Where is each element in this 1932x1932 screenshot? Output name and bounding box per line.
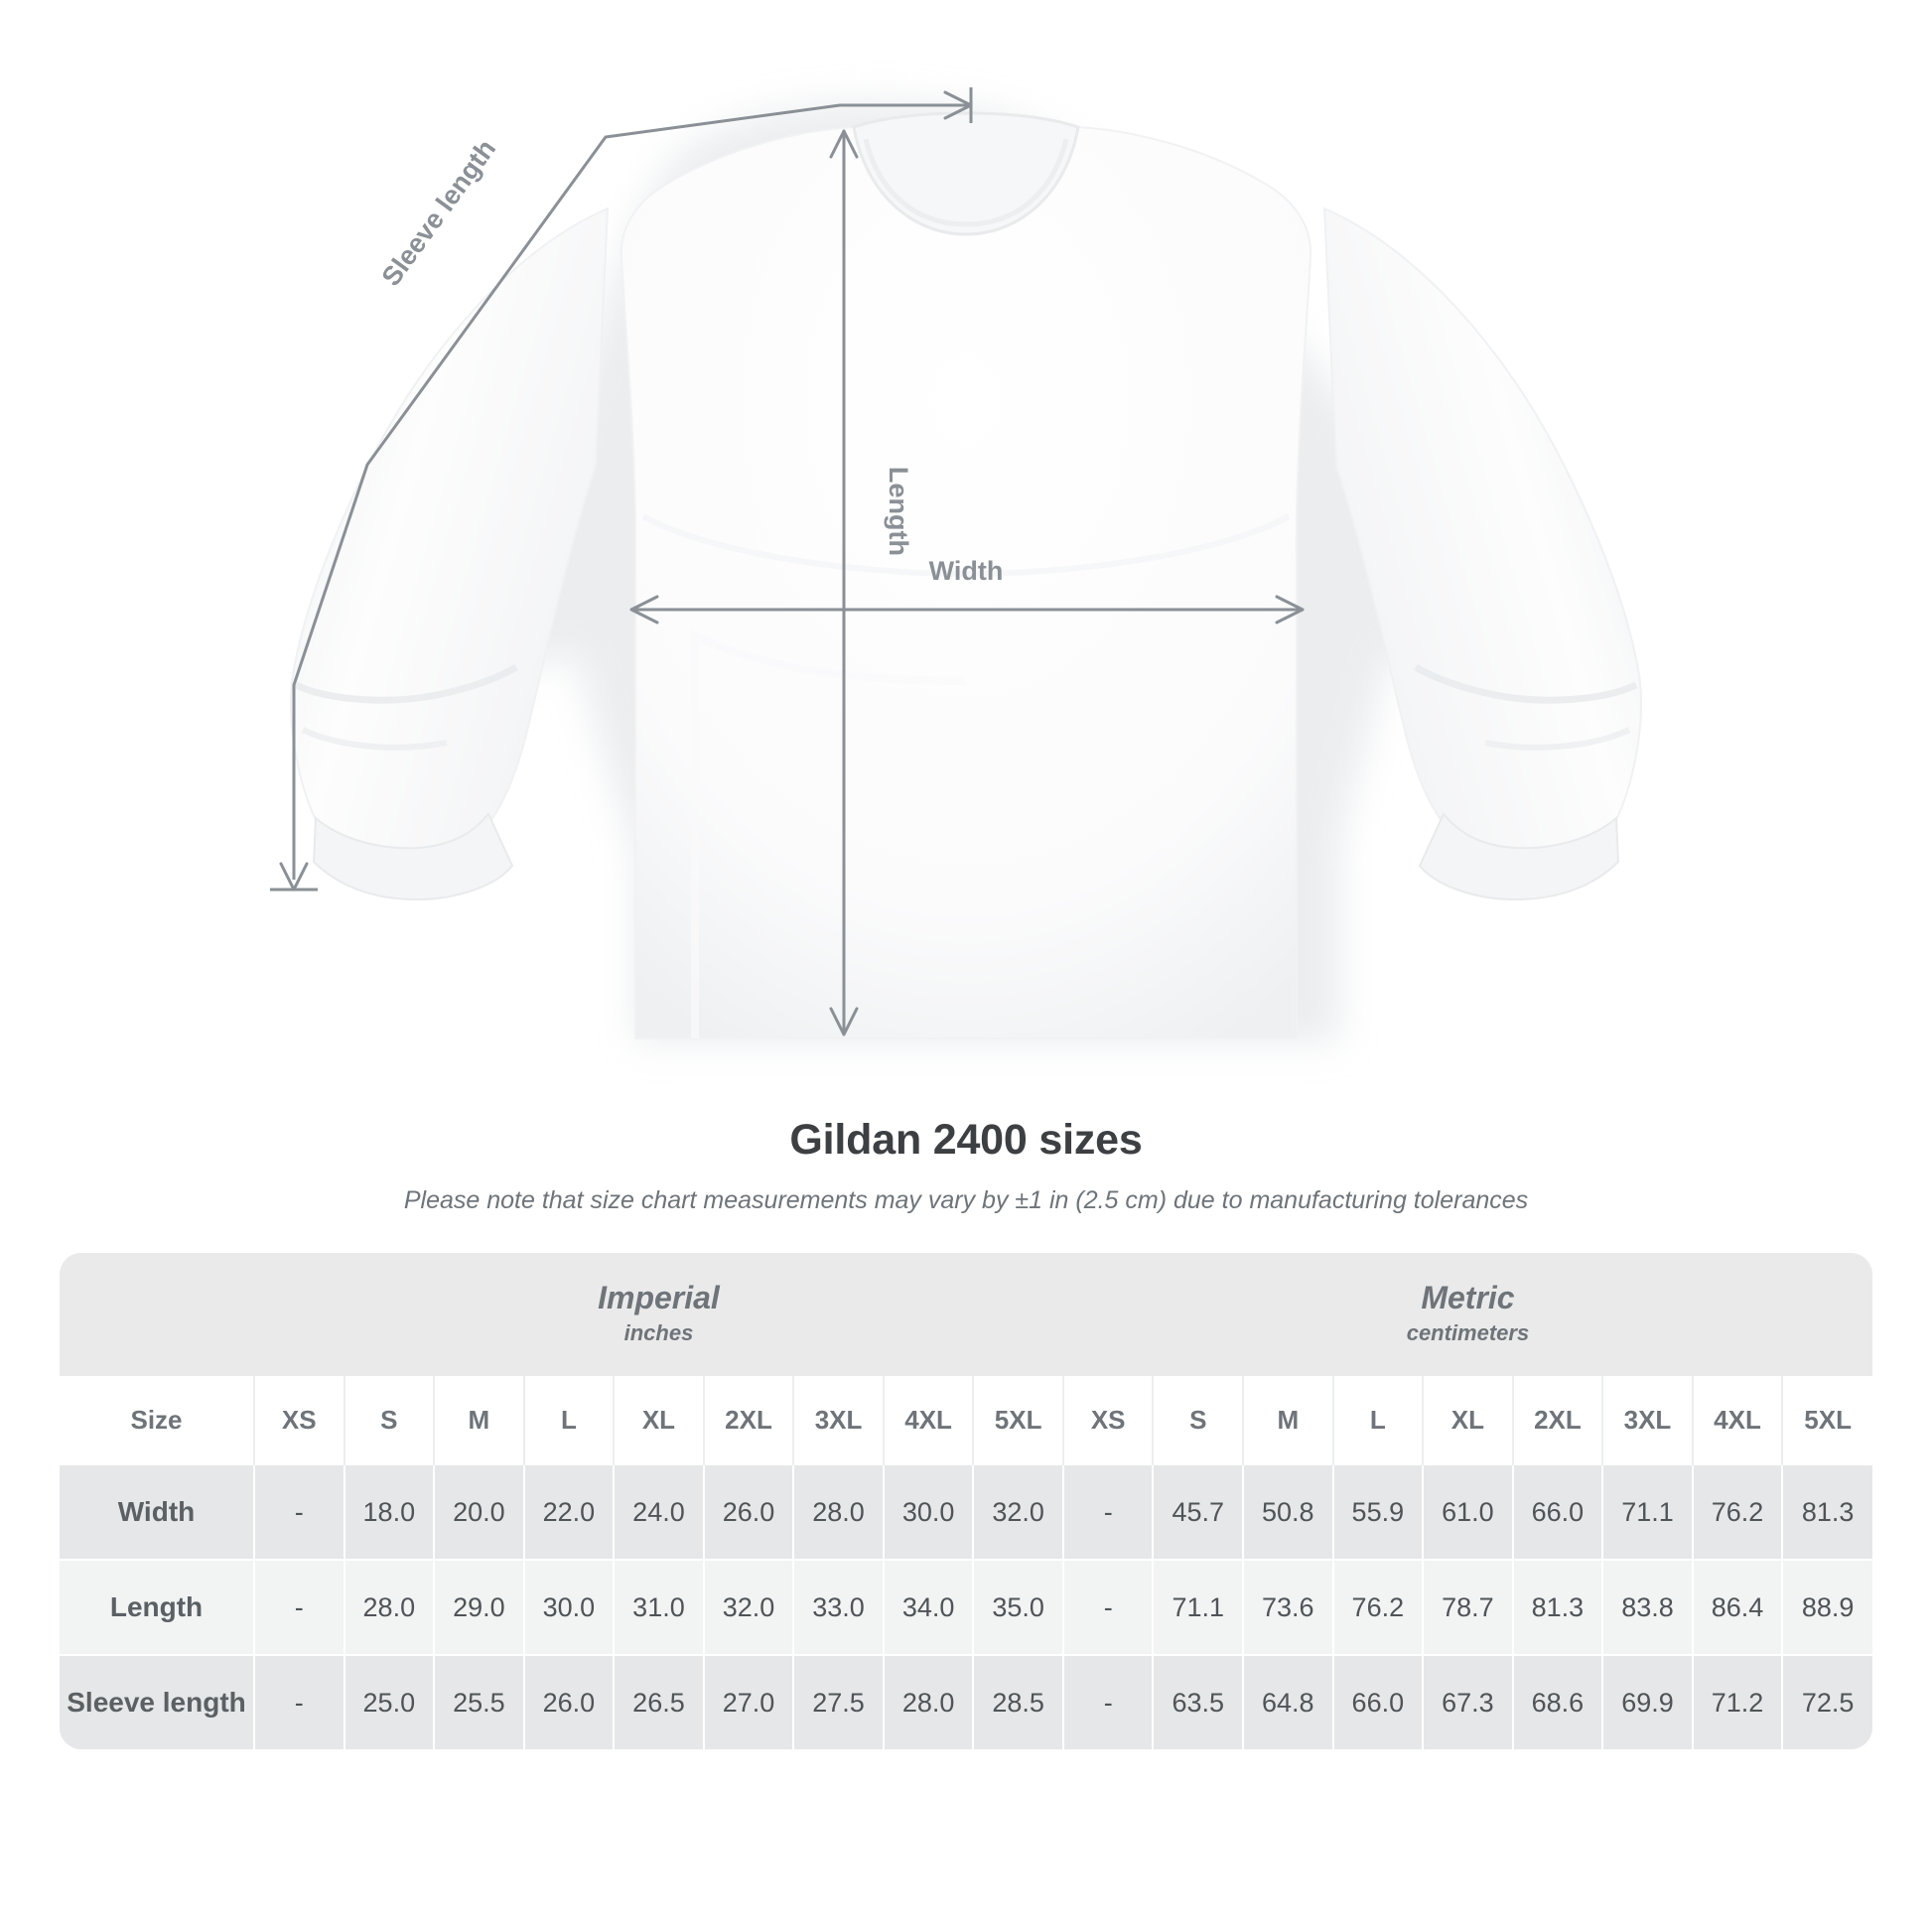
size-table xyxy=(60,1253,1872,1749)
unit-sub-metric: centimeters xyxy=(1406,1320,1530,1346)
chart-subtitle: Please note that size chart measurements may vary by ±1 in (2.5 cm) due to manufacturing tolerances xyxy=(403,1186,1529,1214)
measurement-cell: 28.0 xyxy=(345,1560,435,1655)
size-header-cell: M xyxy=(1243,1376,1333,1464)
measurement-cell: 22.0 xyxy=(524,1464,615,1560)
size-header-cell: M xyxy=(434,1376,524,1464)
measurement-cell: 28.0 xyxy=(884,1655,974,1749)
row-label-sleeve-length: Sleeve length xyxy=(60,1655,254,1749)
unit-header-imperial xyxy=(254,1253,1063,1376)
measurement-cell: 29.0 xyxy=(434,1560,524,1655)
size-table-wrapper xyxy=(60,1253,1872,1749)
measurement-cell: 76.2 xyxy=(1693,1464,1783,1560)
measurement-cell: 31.0 xyxy=(614,1560,704,1655)
size-header-cell: L xyxy=(524,1376,615,1464)
measurement-cell: - xyxy=(254,1655,345,1749)
measurement-cell: 26.5 xyxy=(614,1655,704,1749)
size-header-cell: 2XL xyxy=(704,1376,794,1464)
measurement-cell: 25.5 xyxy=(434,1655,524,1749)
size-header-cell: XS xyxy=(254,1376,345,1464)
size-header-cell: 5XL xyxy=(1782,1376,1872,1464)
measurement-cell: 81.3 xyxy=(1513,1560,1603,1655)
measurement-cell: 76.2 xyxy=(1333,1560,1424,1655)
measurement-cell: 66.0 xyxy=(1513,1464,1603,1560)
measurement-cell: - xyxy=(1063,1560,1154,1655)
measurement-cell: 69.9 xyxy=(1602,1655,1693,1749)
size-header-cell: 4XL xyxy=(884,1376,974,1464)
measurement-cell: 30.0 xyxy=(524,1560,615,1655)
measurement-cell: 45.7 xyxy=(1153,1464,1243,1560)
size-header-cell: L xyxy=(1333,1376,1424,1464)
table-row xyxy=(60,1655,1872,1749)
unit-title-imperial: Imperial xyxy=(598,1279,720,1315)
measurement-cell: 66.0 xyxy=(1333,1655,1424,1749)
unit-header-metric xyxy=(1063,1253,1872,1376)
measurement-cell: 34.0 xyxy=(884,1560,974,1655)
unit-header-spacer xyxy=(60,1253,254,1376)
measurement-cell: - xyxy=(1063,1464,1154,1560)
measurement-cell: 27.0 xyxy=(704,1655,794,1749)
table-row xyxy=(60,1464,1872,1560)
measurement-cell: - xyxy=(254,1560,345,1655)
measurement-cell: 27.5 xyxy=(793,1655,884,1749)
measurement-cell: 73.6 xyxy=(1243,1560,1333,1655)
size-header-cell: S xyxy=(1153,1376,1243,1464)
size-header-cell: XL xyxy=(1423,1376,1513,1464)
chart-title: Gildan 2400 sizes xyxy=(789,1116,1143,1164)
measurement-cell: - xyxy=(254,1464,345,1560)
size-header-cell: 5XL xyxy=(973,1376,1063,1464)
measurement-cell: 78.7 xyxy=(1423,1560,1513,1655)
width-label: Width xyxy=(928,556,1004,586)
measurement-cell: 71.1 xyxy=(1153,1560,1243,1655)
measurement-cell: 18.0 xyxy=(345,1464,435,1560)
measurement-cell: 28.0 xyxy=(793,1464,884,1560)
right-sleeve xyxy=(1324,208,1641,899)
size-header-label: Size xyxy=(60,1376,254,1464)
measurement-cell: 86.4 xyxy=(1693,1560,1783,1655)
measurement-cell: 26.0 xyxy=(524,1655,615,1749)
unit-sub-imperial: inches xyxy=(623,1320,694,1346)
size-header-cell: 3XL xyxy=(793,1376,884,1464)
measurement-cell: 35.0 xyxy=(973,1560,1063,1655)
table-row xyxy=(60,1560,1872,1655)
measurement-cell: 83.8 xyxy=(1602,1560,1693,1655)
measurement-cell: 63.5 xyxy=(1153,1655,1243,1749)
size-header-cell: XL xyxy=(614,1376,704,1464)
measurement-cell: 32.0 xyxy=(704,1560,794,1655)
unit-title-metric: Metric xyxy=(1421,1279,1515,1315)
measurement-cell: 55.9 xyxy=(1333,1464,1424,1560)
measurement-cell: 32.0 xyxy=(973,1464,1063,1560)
measurement-cell: 71.2 xyxy=(1693,1655,1783,1749)
size-header-row xyxy=(60,1376,1872,1464)
measurement-cell: 24.0 xyxy=(614,1464,704,1560)
measurement-cell: 68.6 xyxy=(1513,1655,1603,1749)
measurement-cell: 81.3 xyxy=(1782,1464,1872,1560)
sleeve-length-label: Sleeve length xyxy=(375,134,502,292)
measurement-cell: 72.5 xyxy=(1782,1655,1872,1749)
measurement-cell: - xyxy=(1063,1655,1154,1749)
size-table-body xyxy=(60,1464,1872,1749)
size-header-cell: S xyxy=(345,1376,435,1464)
measurement-cell: 88.9 xyxy=(1782,1560,1872,1655)
size-header-cell: 4XL xyxy=(1693,1376,1783,1464)
row-label-length: Length xyxy=(60,1560,254,1655)
size-header-cell: XS xyxy=(1063,1376,1154,1464)
measurement-cell: 71.1 xyxy=(1602,1464,1693,1560)
measurement-cell: 61.0 xyxy=(1423,1464,1513,1560)
measurement-cell: 26.0 xyxy=(704,1464,794,1560)
measurement-cell: 20.0 xyxy=(434,1464,524,1560)
size-header-cell: 3XL xyxy=(1602,1376,1693,1464)
measurement-cell: 50.8 xyxy=(1243,1464,1333,1560)
unit-header-row xyxy=(60,1253,1872,1376)
measurement-cell: 33.0 xyxy=(793,1560,884,1655)
measurement-cell: 28.5 xyxy=(973,1655,1063,1749)
row-label-width: Width xyxy=(60,1464,254,1560)
measurement-cell: 67.3 xyxy=(1423,1655,1513,1749)
size-header-cell: 2XL xyxy=(1513,1376,1603,1464)
measurement-cell: 25.0 xyxy=(345,1655,435,1749)
measurement-cell: 30.0 xyxy=(884,1464,974,1560)
measurement-cell: 64.8 xyxy=(1243,1655,1333,1749)
length-label: Length xyxy=(884,467,913,556)
